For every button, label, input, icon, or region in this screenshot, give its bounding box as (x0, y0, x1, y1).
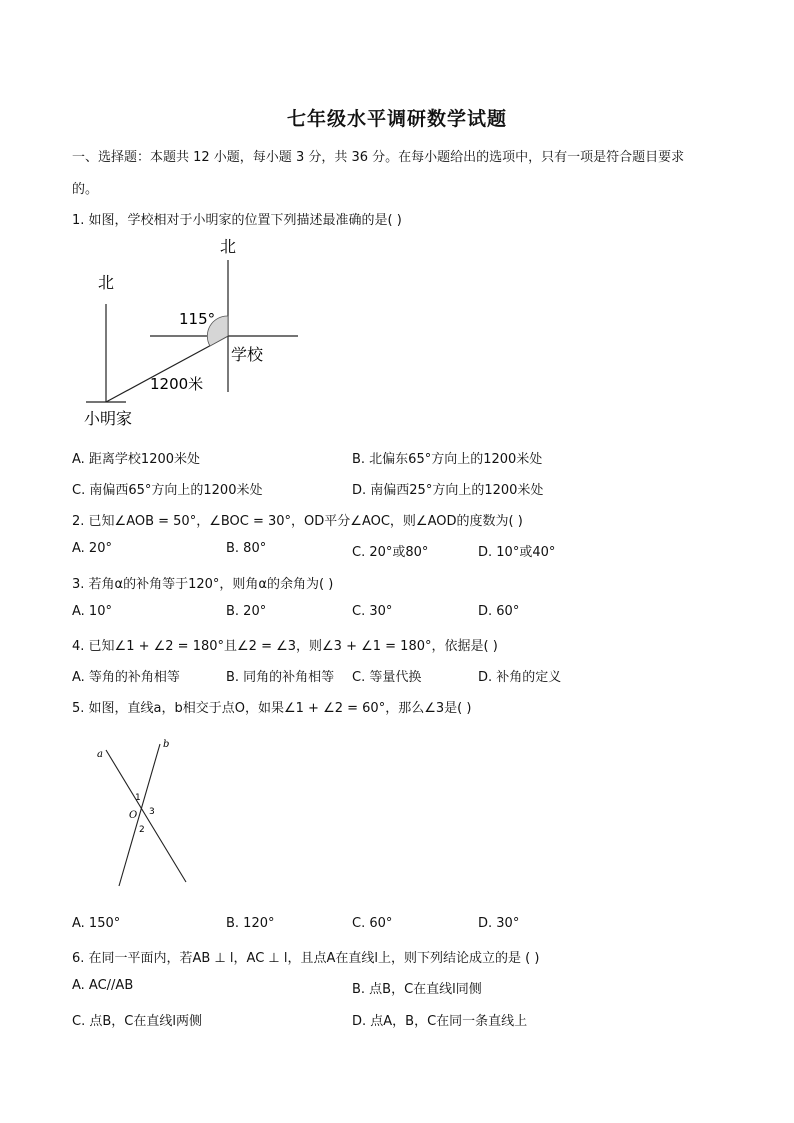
question-1-figure (80, 236, 310, 432)
angle-3-label: 3 (149, 807, 155, 817)
point-o-label: O (129, 810, 138, 821)
question-6-stem: 6. 在同一平面内，若AB ⊥ l，AC ⊥ l，且点A在直线l上，则下列结论成立的是 ( ) (72, 951, 540, 966)
distance-label: 1200米 (150, 375, 204, 393)
angle-1-label: 1 (135, 793, 141, 803)
q5-option-a: A. 150° (72, 916, 121, 931)
north-label-school: 北 (220, 237, 237, 256)
q1-option-d: D. 南偏西25°方向上的1200米处 (352, 483, 544, 498)
q6-option-d: D. 点A，B，C在同一条直线上 (352, 1014, 528, 1029)
q3-option-b: B. 20° (226, 604, 267, 619)
q4-option-a: A. 等角的补角相等 (72, 670, 180, 685)
question-5-stem: 5. 如图，直线a，b相交于点O，如果∠1 + ∠2 = 60°，那么∠3是( ) (72, 701, 472, 716)
q4-option-b: B. 同角的补角相等 (226, 670, 335, 685)
section-instruction-line2: 的。 (72, 182, 99, 197)
q2-option-c: C. 20°或80° (352, 545, 429, 560)
q2-option-d: D. 10°或40° (478, 545, 556, 560)
q3-option-c: C. 30° (352, 604, 393, 619)
q6-option-a: A. AC//AB (72, 978, 134, 993)
angle-2-label: 2 (139, 825, 145, 835)
exam-title: 七年级水平调研数学试题 (286, 108, 507, 130)
north-label-home: 北 (98, 273, 115, 292)
q2-option-b: B. 80° (226, 541, 267, 556)
question-3-stem: 3. 若角α的补角等于120°，则角α的余角为( ) (72, 577, 334, 592)
question-2-stem: 2. 已知∠AOB = 50°，∠BOC = 30°，OD平分∠AOC，则∠AOD的度数为( ) (72, 514, 523, 529)
angle-label: 115° (179, 310, 216, 328)
q5-option-d: D. 30° (478, 916, 520, 931)
line-a-label: a (97, 749, 103, 760)
question-4-stem: 4. 已知∠1 + ∠2 = 180°且∠2 = ∠3，则∠3 + ∠1 = 180°，依据是( ) (72, 639, 498, 654)
section-instruction-line1: 一、选择题：本题共 12 小题，每小题 3 分，共 36 分。在每小题给出的选项中，只有一项是符合题目要求 (72, 150, 685, 165)
school-label: 学校 (231, 345, 264, 364)
q5-option-b: B. 120° (226, 916, 275, 931)
q4-option-c: C. 等量代换 (352, 670, 422, 685)
q1-option-c: C. 南偏西65°方向上的1200米处 (72, 483, 263, 498)
q1-option-b: B. 北偏东65°方向上的1200米处 (352, 452, 543, 467)
question-5-figure (90, 734, 200, 894)
q3-option-d: D. 60° (478, 604, 520, 619)
q5-option-c: C. 60° (352, 916, 393, 931)
question-1-stem: 1. 如图，学校相对于小明家的位置下列描述最准确的是( ) (72, 213, 402, 228)
q6-option-c: C. 点B，C在直线l两侧 (72, 1014, 202, 1029)
q1-option-a: A. 距离学校1200米处 (72, 452, 201, 467)
q4-option-d: D. 补角的定义 (478, 670, 562, 685)
q2-option-a: A. 20° (72, 541, 112, 556)
q3-option-a: A. 10° (72, 604, 112, 619)
home-label: 小明家 (84, 409, 133, 428)
line-b-label: b (163, 739, 170, 750)
q6-option-b: B. 点B，C在直线l同侧 (352, 982, 482, 997)
